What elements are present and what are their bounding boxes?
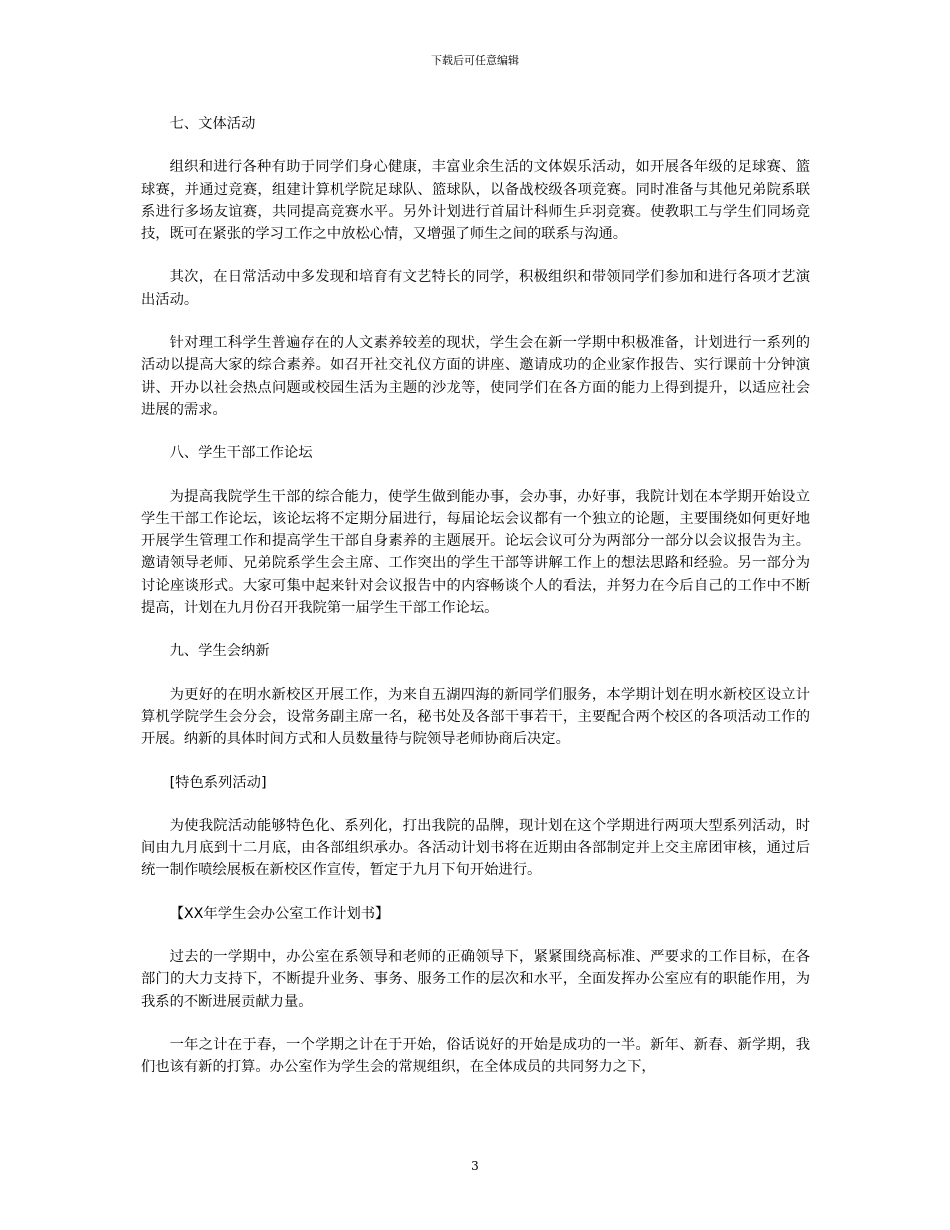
page-header: 下载后可任意编辑 [431,54,519,67]
page-number: 3 [471,1159,479,1173]
paragraph-featured-series: 为使我院活动能够特色化、系列化，打出我院的品牌，现计划在这个学期进行两项大型系列活动，时间由九月底到十二月底，由各部组织承办。各活动计划书将在近期由各部制定并上交主席团审核，通过后统一制作喷绘展板在新校区作宣传，暂定于九月下旬开始进行。 [141,817,810,879]
section-heading-office-plan: 【XX年学生会办公室工作计划书】 [169,905,390,922]
paragraph-cadre-forum: 为提高我院学生干部的综合能力，使学生做到能办事，会办事，办好事，我院计划在本学期开始设立学生干部工作论坛，该论坛将不定期分届进行，每届论坛会议都有一个独立的论题，主要围绕如何更好地开展学生管理工作和提高学生干部自身素养的主题展开。论坛会议可分为两部分一部分以会议报告为主。邀请领导老师、兄弟院系学生会主席、工作突出的学生干部等讲解工作上的想法思路和经验。另一部分为讨论座谈形式。大家可集中起来针对会议报告中的内容畅谈个人的看法，并努力在今后自己的工作中不断提高，计划在九月份召开我院第一届学生干部工作论坛。 [141,488,810,617]
paragraph-office-review: 过去的一学期中，办公室在系领导和老师的正确领导下，紧紧围绕高标准、严要求的工作目标，在各部门的大力支持下，不断提升业务、事务、服务工作的层次和水平，全面发挥办公室应有的职能作用，为我系的不断进展贡献力量。 [141,949,810,1010]
section-heading-featured-series: [特色系列活动] [169,774,267,791]
paragraph-humanities-literacy: 针对理工科学生普遍存在的人文素养较差的现状，学生会在新一学期中积极准备，计划进行一系列的活动以提高大家的综合素养。如召开社交礼仪方面的讲座、邀请成功的企业家作报告、实行课前十分钟演讲、开办以社会热点问题或校园生活为主题的沙龙等，使同学们在各方面的能力上得到提升，以适应社会进展的需求。 [141,335,810,418]
paragraph-sports-organization: 组织和进行各种有助于同学们身心健康，丰富业余生活的文体娱乐活动，如开展各年级的足球赛、篮球赛，并通过竞赛，组建计算机学院足球队、篮球队，以备战校级各项竞赛。同时准备与其他兄弟院系联系进行多场友谊赛，共同提高竞赛水平。另外计划进行首届计科师生乒羽竞赛。使教职工与学生们同场竞技，既可在紧张的学习工作之中放松心情，又增强了师生之间的联系与沟通。 [141,159,810,243]
paragraph-recruitment: 为更好的在明水新校区开展工作，为来自五湖四海的新同学们服务，本学期计划在明水新校区设立计算机学院学生会分会，设常务副主席一名，秘书处及各部干事若干，主要配合两个校区的各项活动工作的开展。纳新的具体时间方式和人员数量待与院领导老师协商后决定。 [141,686,810,748]
section-heading-recruitment: 九、学生会纳新 [169,643,270,660]
section-heading-sports-activities: 七、文体活动 [169,116,256,132]
paragraph-arts-talent: 其次，在日常活动中多发现和培育有文艺特长的同学，积极组织和带领同学们参加和进行各项才艺演出活动。 [141,269,810,308]
section-heading-cadre-forum: 八、学生干部工作论坛 [169,445,313,462]
paragraph-new-semester: 一年之计在于春，一个学期之计在于开始，俗话说好的开始是成功的一半。新年、新春、新学期，我们也该有新的打算。办公室作为学生会的常规组织，在全体成员的共同努力之下， [141,1036,810,1076]
document-body [141,113,810,1100]
